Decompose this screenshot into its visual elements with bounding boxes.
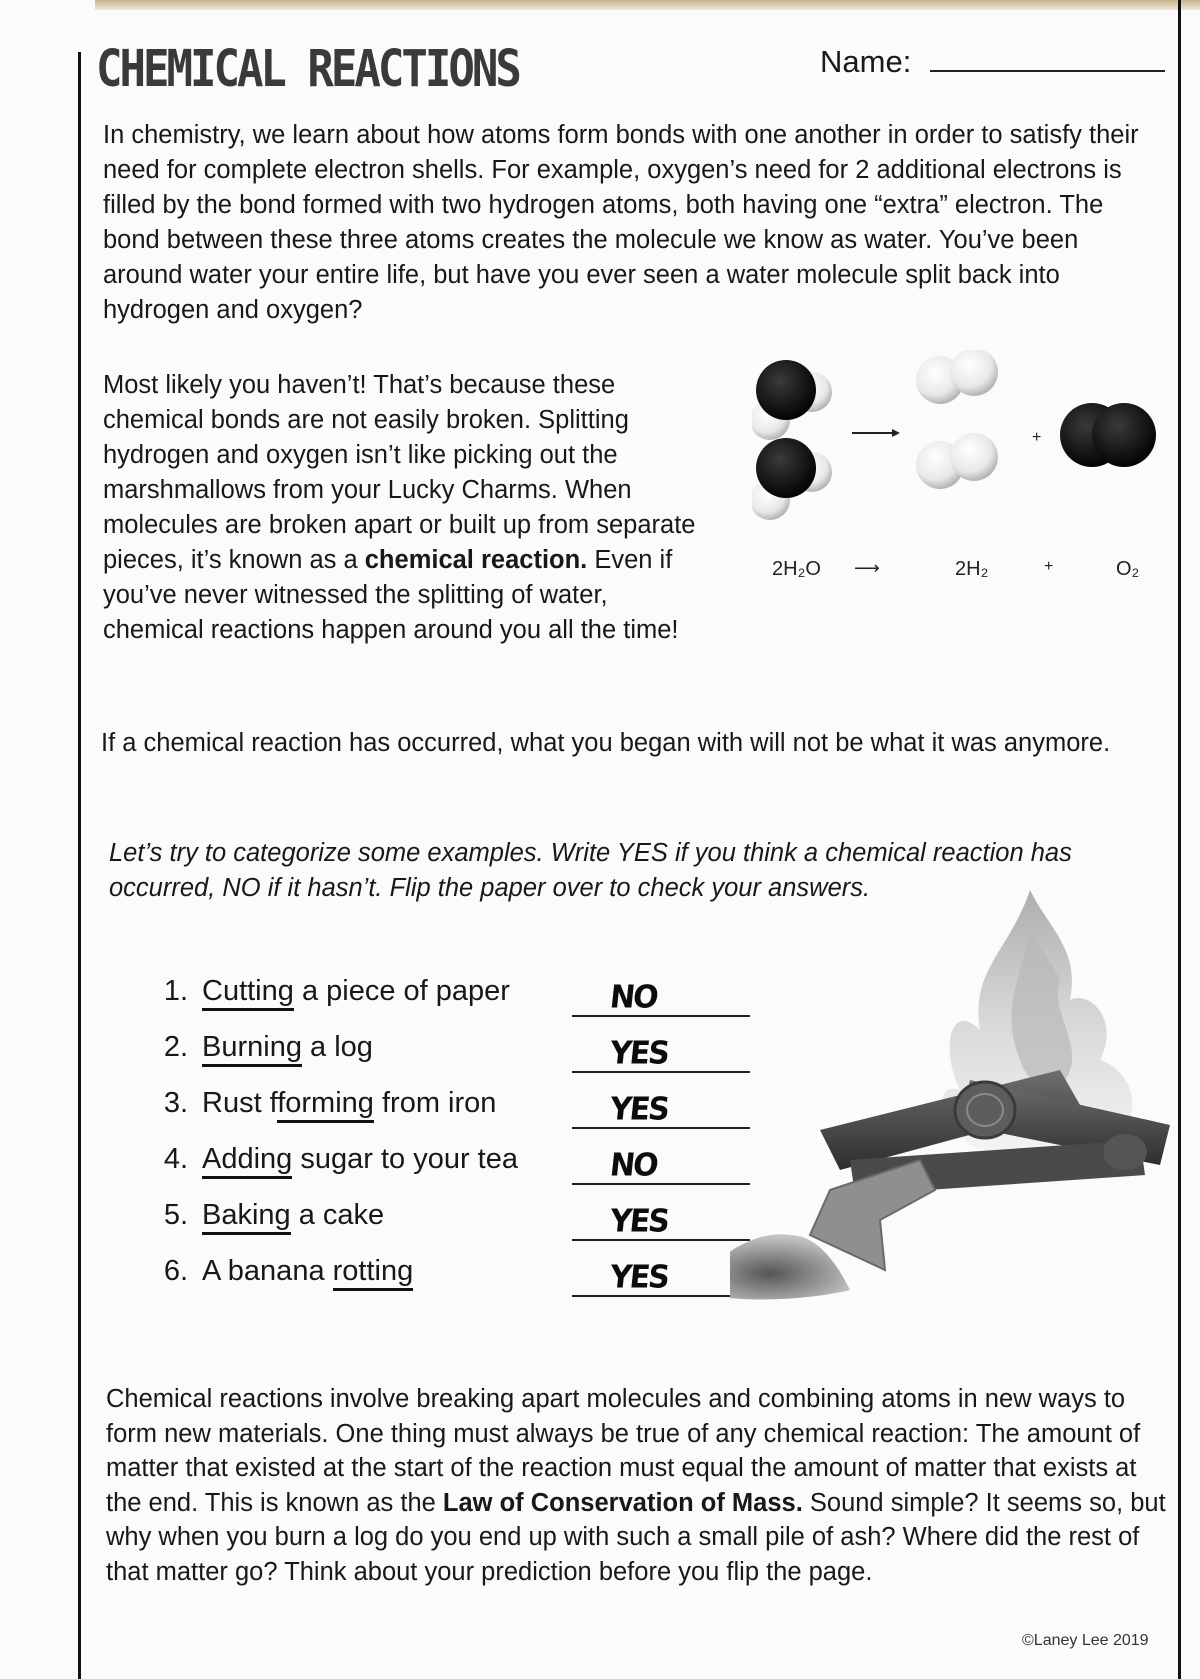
question-number: 6.: [163, 1255, 188, 1287]
handwritten-answer: YES: [608, 1091, 670, 1128]
answer-blank[interactable]: [572, 1031, 750, 1073]
copyright-notice: ©Laney Lee 2019: [1022, 1632, 1149, 1649]
answer-blank[interactable]: [572, 1087, 750, 1129]
underlined-word: Adding: [202, 1143, 292, 1179]
answer-blank[interactable]: [572, 1199, 750, 1241]
page-title: CHEMICAL REACTIONS: [96, 40, 519, 99]
paragraph-text: Even if you’ve never witnessed the splitting of water, chemical reactions happen around you all the time!: [103, 546, 679, 644]
name-label: Name:: [820, 44, 912, 79]
question-number: 4.: [163, 1143, 188, 1175]
handwritten-answer: YES: [608, 1203, 670, 1240]
answer-blank[interactable]: [572, 975, 750, 1017]
water-molecule-icon: [752, 360, 832, 440]
equation-arrow: ⟶: [854, 558, 880, 578]
reaction-definition-paragraph: If a chemical reaction has occurred, what you began with will not be what it was anymore.: [101, 729, 1111, 757]
paragraph-text: Most likely you haven’t! That’s because these chemical bonds are not easily broken. Splitting hydrogen and oxygen isn’t like picking out the marshmallows from your Lucky Charms. When molecules are broken apart or built up from separate pieces, it’s known as a: [103, 371, 696, 574]
paragraph-text: Chemical reactions involve breaking apart molecules and combining atoms in new ways to form new materials. One thing must always be true of any chemical reaction: The amount of matter that existed at the start of the reaction must equal the amount of matter that exists at the end. This is known as the: [106, 1385, 1141, 1517]
campfire-illustration: [730, 890, 1200, 1360]
plus-sign: +: [1032, 429, 1042, 446]
handwritten-answer: YES: [608, 1035, 670, 1072]
page-border-right: [1178, 0, 1181, 1679]
question-number: 3.: [163, 1087, 188, 1119]
term-law-of-conservation: Law of Conservation of Mass.: [442, 1488, 803, 1517]
term-chemical-reaction: chemical reaction.: [364, 546, 588, 574]
answer-blank[interactable]: [572, 1255, 750, 1297]
equation-plus: +: [1044, 558, 1054, 575]
paragraph-text: Sound simple? It seems so, but why when you burn a log do you end up with such a small pile of ash? Where did the rest of that matter go? Think about your prediction before you flip the page.: [106, 1488, 1166, 1586]
top-edge-band: [95, 0, 1200, 10]
handwritten-answer: NO: [608, 1147, 659, 1184]
name-field[interactable]: [930, 70, 1165, 72]
page-border-left: [78, 52, 81, 1679]
water-splitting-diagram: [752, 350, 1192, 600]
handwritten-answer: NO: [608, 979, 659, 1016]
molecule-diagram-svg: [752, 350, 1192, 550]
equation-product-oxygen: O₂: [1116, 558, 1140, 580]
question-number: 2.: [163, 1031, 188, 1063]
underlined-word: forming: [277, 1087, 374, 1123]
instructions: Let’s try to categorize some examples. Write YES if you think a chemical reaction has occurred, NO if it hasn’t. Flip the paper over to check your answers.: [109, 839, 1072, 902]
question-text: Burning a log: [202, 1031, 373, 1064]
arrow-to-ash-icon: [810, 1160, 935, 1270]
hydrogen-molecule-icon: [916, 350, 998, 404]
question-text: Adding sugar to your tea: [202, 1143, 518, 1176]
water-molecule-icon: [752, 438, 832, 520]
conservation-paragraph: [106, 1382, 1176, 1589]
question-number: 5.: [163, 1199, 188, 1231]
reaction-arrow-icon: [852, 429, 900, 437]
underlined-word: Baking: [202, 1199, 291, 1235]
question-text: Rust fforming from iron: [202, 1087, 496, 1120]
question-text: Cutting a piece of paper: [202, 975, 510, 1008]
underlined-word: Cutting: [202, 975, 294, 1011]
hydrogen-molecule-icon: [916, 433, 998, 489]
equation-product-hydrogen: 2H₂: [955, 558, 989, 580]
question-text: Baking a cake: [202, 1199, 384, 1232]
answer-blank[interactable]: [572, 1143, 750, 1185]
question-text: A banana rotting: [202, 1255, 413, 1288]
equation-reactant: 2H₂O: [772, 558, 821, 580]
underlined-word: Burning: [202, 1031, 302, 1067]
intro-paragraph: In chemistry, we learn about how atoms form bonds with one another in order to satisfy their need for complete electron shells. For example, oxygen’s need for 2 additional electrons is filled by the bond formed with two hydrogen atoms, both having one “extra” electron. The bond between these three atoms creates the molecule we know as water. You’ve been around water your entire life, but have you ever seen a water molecule split back into hydrogen and oxygen?: [103, 121, 1139, 324]
question-number: 1.: [163, 975, 188, 1007]
chemical-reaction-paragraph: [103, 368, 698, 648]
handwritten-answer: YES: [608, 1259, 670, 1296]
underlined-word: rotting: [333, 1255, 414, 1291]
oxygen-molecule-icon: [1060, 403, 1156, 467]
